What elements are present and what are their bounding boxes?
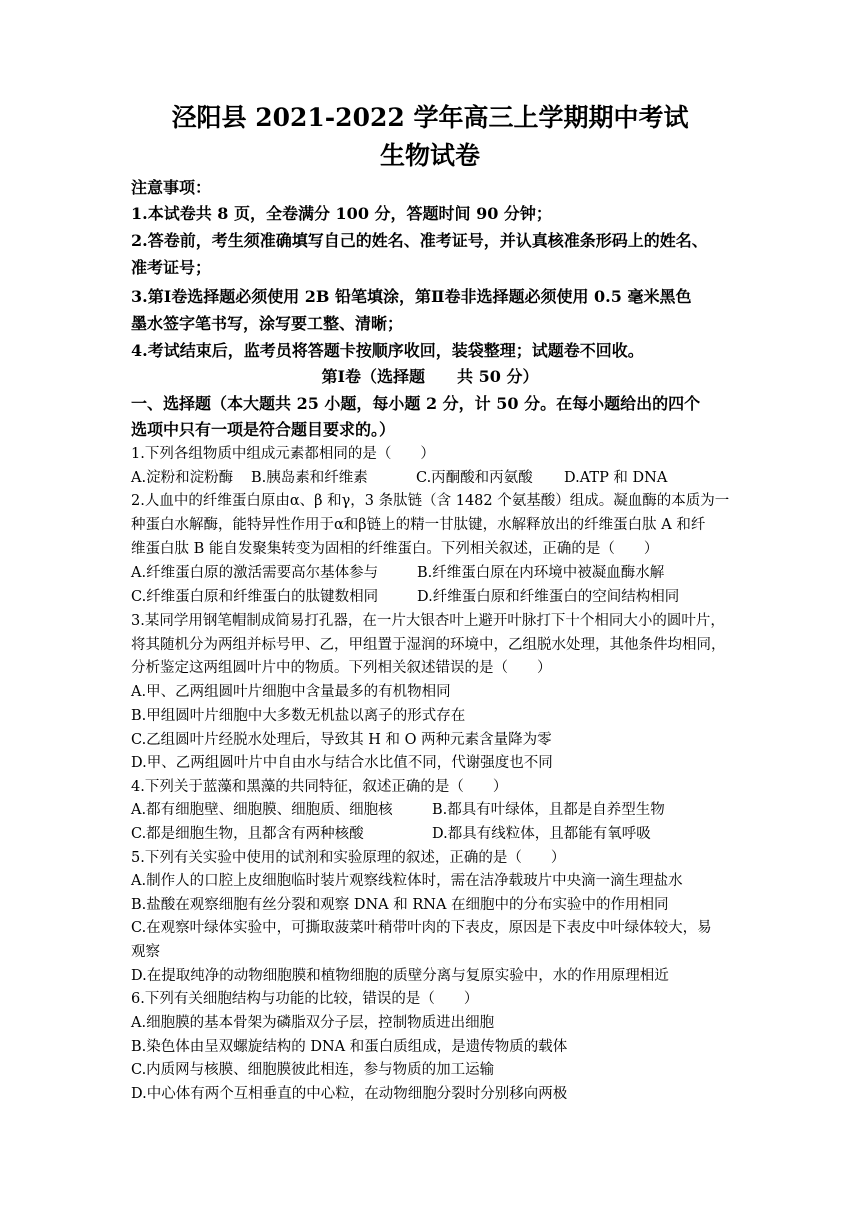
question-4-option-a: A.都有细胞壁、细胞膜、细胞质、细胞核 xyxy=(131,802,393,818)
notice-item-2: 2.答卷前，考生须准确填写自己的姓名、准考证号，并认真核准条形码上的姓名、 xyxy=(131,231,708,250)
question-4-option-b: B.都具有叶绿体，且都是自养型生物 xyxy=(432,802,665,818)
question-2-stem-line-3: 维蛋白肽 B 能自发聚集转变为固相的纤维蛋白。下列相关叙述，正确的是（ ） xyxy=(131,541,659,557)
question-4-option-d: D.都具有线粒体，且都能有氧呼吸 xyxy=(432,826,651,842)
question-1-option-d: D.ATP 和 DNA xyxy=(564,470,668,486)
question-5-stem: 5.下列有关实验中使用的试剂和实验原理的叙述，正确的是（ ） xyxy=(131,850,566,866)
question-5-option-d: D.在提取纯净的动物细胞膜和植物细胞的质壁分离与复原实验中，水的作用原理相近 xyxy=(131,968,669,984)
notice-heading: 注意事项： xyxy=(131,178,212,197)
question-2-stem-line-2: 种蛋白水解酶，能特异性作用于α和β链上的精一甘肽键，水解释放出的纤维蛋白肽 A 和纤 xyxy=(131,517,706,533)
question-5-option-a: A.制作人的口腔上皮细胞临时装片观察线粒体时，需在洁净载玻片中央滴一滴生理盐水 xyxy=(131,873,683,889)
notice-item-4: 4.考试结束后，监考员将答题卡按顺序收回，装袋整理；试题卷不回收。 xyxy=(131,341,644,360)
question-2-option-d: D.纤维蛋白原和纤维蛋白的空间结构相同 xyxy=(417,589,680,605)
question-1-option-a: A.淀粉和淀粉酶 xyxy=(131,470,234,486)
question-6-stem: 6.下列有关细胞结构与功能的比较，错误的是（ ） xyxy=(131,991,479,1007)
question-6-option-c: C.内质网与核膜、细胞膜彼此相连，参与物质的加工运输 xyxy=(131,1062,495,1078)
question-1-option-b: B.胰岛素和纤维素 xyxy=(251,470,368,486)
question-6-option-a: A.细胞膜的基本骨架为磷脂双分子层，控制物质进出细胞 xyxy=(131,1015,495,1031)
question-5-option-c-cont: 观察 xyxy=(131,944,160,960)
question-3-option-b: B.甲组圆叶片细胞中大多数无机盐以离子的形式存在 xyxy=(131,708,466,724)
notice-item-2-cont: 准考证号； xyxy=(131,258,212,277)
exam-title: 泾阳县 2021-2022 学年高三上学期期中考试 xyxy=(171,103,689,132)
question-2-option-b: B.纤维蛋白原在内环境中被凝血酶水解 xyxy=(417,565,665,581)
exam-subject: 生物试卷 xyxy=(379,141,480,170)
question-2-option-c: C.纤维蛋白原和纤维蛋白的肽键数相同 xyxy=(131,589,379,605)
question-6-option-d: D.中心体有两个互相垂直的中心粒，在动物细胞分裂时分别移向两极 xyxy=(131,1086,568,1102)
question-4-stem: 4.下列关于蓝藻和黑藻的共同特征，叙述正确的是（ ） xyxy=(131,779,508,795)
question-3-option-d: D.甲、乙两组圆叶片中自由水与结合水比值不同，代谢强度也不同 xyxy=(131,755,553,771)
question-1-option-c: C.丙酮酸和丙氨酸 xyxy=(416,470,533,486)
section-heading: 第Ⅰ卷（选择题 共 50 分） xyxy=(321,367,539,386)
question-3-stem-line-3: 分析鉴定这两组圆叶片中的物质。下列相关叙述错误的是（ ） xyxy=(131,660,552,676)
question-4-option-c: C.都是细胞生物，且都含有两种核酸 xyxy=(131,826,364,842)
notice-item-1: 1.本试卷共 8 页，全卷满分 100 分，答题时间 90 分钟； xyxy=(131,204,552,223)
question-5-option-b: B.盐酸在观察细胞有丝分裂和观察 DNA 和 RNA 在细胞中的分布实验中的作用相同 xyxy=(131,897,669,913)
notice-item-3-cont: 墨水签字笔书写，涂写要工整、清晰； xyxy=(131,314,404,333)
question-1-stem: 1.下列各组物质中组成元素都相同的是（ ） xyxy=(131,446,435,462)
question-3-stem-line-1: 3.某同学用钢笔帽制成简易打孔器，在一片大银杏叶上避开叶脉打下十个相同大小的圆叶片， xyxy=(131,613,725,629)
question-6-option-b: B.染色体由呈双螺旋结构的 DNA 和蛋白质组成，是遗传物质的载体 xyxy=(131,1039,568,1055)
question-3-option-c: C.乙组圆叶片经脱水处理后，导致其 H 和 O 两种元素含量降为零 xyxy=(131,732,552,748)
notice-item-3: 3.第Ⅰ卷选择题必须使用 2B 铅笔填涂，第Ⅱ卷非选择题必须使用 0.5 毫米黑色 xyxy=(131,287,692,306)
question-5-option-c: C.在观察叶绿体实验中，可撕取菠菜叶稍带叶肉的下表皮，原因是下表皮中叶绿体较大，易 xyxy=(131,920,712,936)
question-2-stem-line-1: 2.人血中的纤维蛋白原由α、β 和γ，3 条肽链（含 1482 个氨基酸）组成。凝血酶的本质为一 xyxy=(131,493,730,509)
question-2-option-a: A.纤维蛋白原的激活需要高尔基体参与 xyxy=(131,565,379,581)
question-3-stem-line-2: 将其随机分为两组并标号甲、乙，甲组置于湿润的环境中，乙组脱水处理，其他条件均相同， xyxy=(131,637,726,653)
question-3-option-a: A.甲、乙两组圆叶片细胞中含量最多的有机物相同 xyxy=(131,684,451,700)
section-intro-line-2: 选项中只有一项是符合题目要求的。） xyxy=(131,420,396,439)
section-intro-line-1: 一、选择题（本大题共 25 小题，每小题 2 分，计 50 分。在每小题给出的四个 xyxy=(131,394,701,413)
